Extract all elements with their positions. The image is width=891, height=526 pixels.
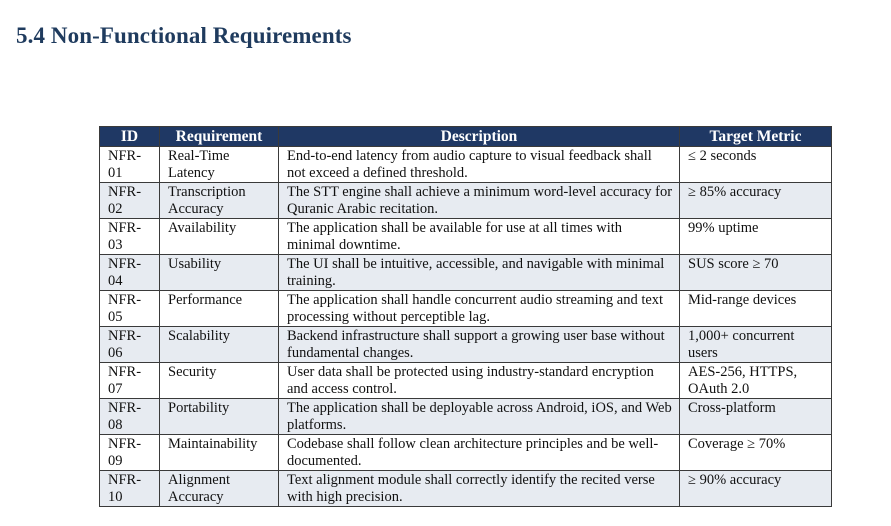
table-header-row (100, 127, 832, 147)
cell-description: End-to-end latency from audio capture to visual feedback shall not exceed a defined threshold. (279, 147, 680, 183)
table-row (100, 471, 832, 507)
column-header-id: ID (100, 127, 160, 147)
table-header (100, 127, 832, 147)
cell-target-metric: ≥ 85% accuracy (680, 183, 832, 219)
table-row (100, 399, 832, 435)
cell-target-metric: ≤ 2 seconds (680, 147, 832, 183)
cell-description: The application shall handle concurrent audio streaming and text processing without perceptible lag. (279, 291, 680, 327)
requirements-table (99, 126, 832, 507)
column-header-target-metric: Target Metric (680, 127, 832, 147)
table-body (100, 147, 832, 507)
cell-id: NFR-10 (100, 471, 160, 507)
cell-id: NFR-09 (100, 435, 160, 471)
cell-description: Text alignment module shall correctly identify the recited verse with high precision. (279, 471, 680, 507)
cell-id: NFR-06 (100, 327, 160, 363)
cell-description: The STT engine shall achieve a minimum word-level accuracy for Quranic Arabic recitation. (279, 183, 680, 219)
cell-target-metric: Mid-range devices (680, 291, 832, 327)
cell-id: NFR-03 (100, 219, 160, 255)
cell-requirement: Portability (160, 399, 279, 435)
table-row (100, 291, 832, 327)
cell-id: NFR-08 (100, 399, 160, 435)
cell-target-metric: ≥ 90% accuracy (680, 471, 832, 507)
cell-target-metric: 1,000+ concurrent users (680, 327, 832, 363)
column-header-requirement: Requirement (160, 127, 279, 147)
cell-target-metric: Cross-platform (680, 399, 832, 435)
cell-requirement: Alignment Accuracy (160, 471, 279, 507)
cell-id: NFR-07 (100, 363, 160, 399)
cell-description: The application shall be deployable across Android, iOS, and Web platforms. (279, 399, 680, 435)
cell-description: Codebase shall follow clean architecture principles and be well-documented. (279, 435, 680, 471)
table-row (100, 147, 832, 183)
cell-requirement: Usability (160, 255, 279, 291)
cell-target-metric: 99% uptime (680, 219, 832, 255)
cell-target-metric: AES-256, HTTPS, OAuth 2.0 (680, 363, 832, 399)
cell-id: NFR-04 (100, 255, 160, 291)
cell-requirement: Transcription Accuracy (160, 183, 279, 219)
cell-description: The UI shall be intuitive, accessible, and navigable with minimal training. (279, 255, 680, 291)
cell-description: The application shall be available for use at all times with minimal downtime. (279, 219, 680, 255)
column-header-description: Description (279, 127, 680, 147)
section-heading: 5.4 Non-Functional Requirements (16, 23, 352, 48)
cell-requirement: Real-Time Latency (160, 147, 279, 183)
cell-id: NFR-01 (100, 147, 160, 183)
table-row (100, 183, 832, 219)
cell-target-metric: Coverage ≥ 70% (680, 435, 832, 471)
cell-id: NFR-02 (100, 183, 160, 219)
table-row (100, 435, 832, 471)
cell-requirement: Maintainability (160, 435, 279, 471)
table-row (100, 219, 832, 255)
cell-target-metric: SUS score ≥ 70 (680, 255, 832, 291)
cell-requirement: Scalability (160, 327, 279, 363)
table-row (100, 363, 832, 399)
table-row (100, 327, 832, 363)
cell-requirement: Security (160, 363, 279, 399)
cell-requirement: Availability (160, 219, 279, 255)
cell-description: User data shall be protected using industry-standard encryption and access control. (279, 363, 680, 399)
cell-description: Backend infrastructure shall support a growing user base without fundamental changes. (279, 327, 680, 363)
cell-requirement: Performance (160, 291, 279, 327)
table-row (100, 255, 832, 291)
cell-id: NFR-05 (100, 291, 160, 327)
